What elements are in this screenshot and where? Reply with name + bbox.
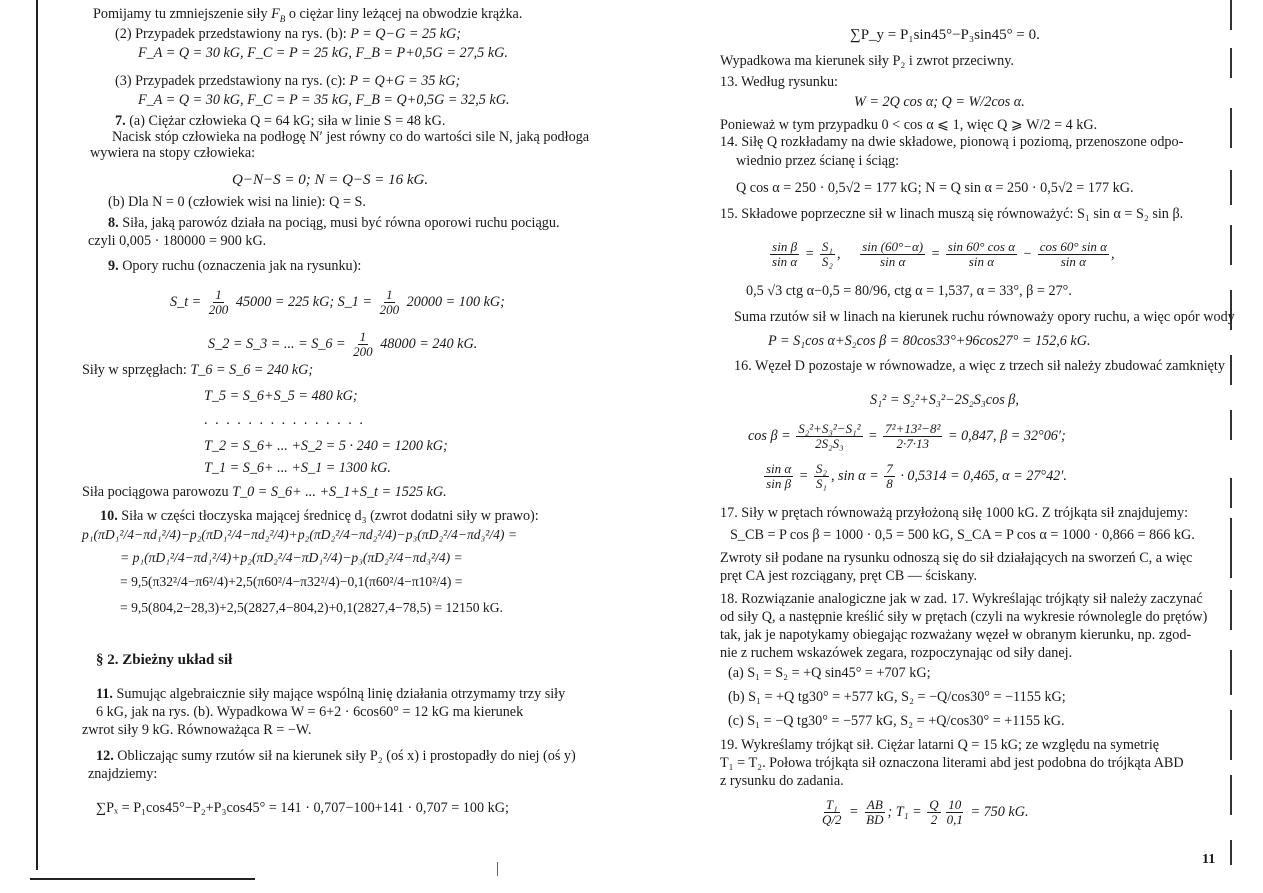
text-line: (3) Przypadek przedstawiony na rys. (c): P = Q+G = 35 kG;: [115, 73, 461, 89]
equation-line: ∑Pₓ = P₁cos45°−P₂+P₃cos45° = 141 · 0,707−100+141 · 0,707 = 100 kG;: [96, 800, 509, 816]
equation-line: P = S₁cos α+S₂cos β = 80cos33°+96cos27° = 152,6 kG.: [768, 333, 1091, 349]
text-line: czyli 0,005 · 180000 = 900 kG.: [88, 233, 267, 249]
equation-line: T_2 = S_6+ ... +S_2 = 5 · 240 = 1200 kG;: [204, 438, 448, 454]
text-line: Wypadkowa ma kierunek siły P₂ i zwrot przeciwny.: [720, 53, 1014, 69]
equation-line: S_2 = S_3 = ... = S_6 = $\frac{1}{200}$ 48000 = 240 kG.: [208, 329, 478, 359]
text-line: Suma rzutów sił w linach na kierunek ruchu równoważy opory ruchu, a więc opór wody: [734, 309, 1235, 325]
problem-19: 19. Wykreślamy trójkąt sił. Ciężar latarni Q = 15 kG; ze względu na symetrię: [720, 737, 1160, 753]
equation-line: F_A = Q = 30 kG, F_C = P = 35 kG, F_B = Q+0,5G = 32,5 kG.: [138, 92, 510, 108]
equation-line: $\frac{\text{sin α}}{\text{sin β}}$ = $\frac{\text{S₂}}{\text{S₁}}$ , sin α = $\frac{7}{8}$ · 0,5314 = 0,465, α = 27°42′.: [766, 461, 1067, 491]
problem-11: 11. Sumując algebraicznie siły mające wspólną linię działania otrzymamy trzy siły: [96, 686, 566, 702]
text-line: (b) Dla N = 0 (człowiek wisi na linie): Q = S.: [108, 194, 366, 210]
text-line: 6 kG, jak na rys. (b). Wypadkowa W = 6+2 · 6cos60° = 12 kG ma kierunek: [96, 704, 524, 720]
problem-15: 15. Składowe poprzeczne sił w linach muszą się równoważyć: S₁ sin α = S₂ sin β.: [720, 206, 1184, 222]
problem-13: 13. Według rysunku:: [720, 74, 839, 90]
text-line: Siła pociągowa parowozu T_0 = S_6+ ... +S_1+S_t = 1525 kG.: [82, 484, 447, 500]
section-heading: § 2. Zbieżny układ sił: [96, 652, 233, 668]
text-line: Pomijamy tu zmniejszenie siły $F_B$ o ciężar liny leżącej na obwodzie krążka.: [93, 6, 523, 24]
equation-line: S_CB = P cos β = 1000 · 0,5 = 500 kG, S_CA = P cos α = 1000 · 0,866 = 866 kG.: [730, 527, 1195, 543]
equation-line: = p₁(πD₁²/4−πd₁²/4)+p₂(πD₂²/4−πD₁²/4)−p₃(πD₂²/4−πd₃²/4) =: [120, 550, 463, 565]
text-line: zwrot siły 9 kG. Równoważąca R = −W.: [82, 722, 312, 738]
problem-16: 16. Węzeł D pozostaje w równowadze, a więc z trzech sił należy zbudować zamknięty: [734, 358, 1225, 374]
ellipsis-line: . . . . . . . . . . . . . . .: [204, 412, 365, 428]
problem-14: 14. Siłę Q rozkładamy na dwie składowe, pionową i poziomą, przenoszone odpo-: [720, 134, 1184, 150]
case-c: (c) S₁ = −Q tg30° = −577 kG, S₂ = +Q/cos30° = +1155 kG.: [728, 713, 1065, 729]
text-line: Zwroty sił podane na rysunku odnoszą się do sił działających na sworzeń C, a więc: [720, 550, 1193, 566]
equation-line: $\frac{\text{T₁}}{Q/2}$ = $\frac{AB}{BD}$ ; T₁ = $\frac{Q}{2}$ $\frac{10}{0,1}$ = 750 kG.: [822, 797, 1029, 827]
problem-8: 8. Siła, jaką parowóz działa na pociąg, musi być równa oporowi ruchu pociągu.: [108, 215, 560, 231]
equation-line: ∑P_y = P₁sin45°−P₃sin45° = 0.: [850, 27, 1040, 43]
equation-line: Q−N−S = 0; N = Q−S = 16 kG.: [232, 172, 429, 188]
equation-line: S_t = $\frac{1}{200}$ 45000 = 225 kG; S_1 = $\frac{1}{200}$ 20000 = 100 kG;: [170, 287, 505, 317]
equation-line: = 9,5(π32²/4−π6²/4)+2,5(π60²/4−π32²/4)−0,1(π60²/4−π10²/4) =: [120, 574, 463, 589]
text-line: znajdziemy:: [88, 766, 158, 782]
equation-line: W = 2Q cos α; Q = W/2cos α.: [854, 94, 1025, 110]
text-line: nie z ruchem wskazówek zegara, rozpoczynając od siły danej.: [720, 645, 1073, 661]
text-line: wiednio przez ścianę i ściąg:: [736, 153, 900, 169]
equation-line: F_A = Q = 30 kG, F_C = P = 25 kG, F_B = P+0,5G = 27,5 kG.: [138, 45, 508, 61]
case-a: (a) S₁ = S₂ = +Q sin45° = +707 kG;: [728, 665, 931, 681]
case-b: (b) S₁ = +Q tg30° = +577 kG, S₂ = −Q/cos30° = −1155 kG;: [728, 689, 1066, 705]
equation-line: = 9,5(804,2−28,3)+2,5(2827,4−804,2)+0,1(2827,4−78,5) = 12150 kG.: [120, 600, 503, 615]
equation-line: cos β = $\frac{\text{S₂²+S₃²−S₁²}}{\text{2S₂S₃}}$ = $\frac{\text{7²+13²−8²}}{2\cdot 7\cdot 13}$ = 0,847, β = 32°06′;: [748, 421, 1066, 451]
equation-line: Q cos α = 250 · 0,5√2 = 177 kG; N = Q sin α = 250 · 0,5√2 = 177 kG.: [736, 180, 1134, 196]
problem-12: 12. Obliczając sumy rzutów sił na kierunek siły P₂ (oś x) i prostopadły do niej (oś y): [96, 748, 576, 764]
text-line: od siły Q, a następnie kreślić siły w prętach (czyli na wykresie równolegle do prętów): [720, 609, 1208, 625]
equation-line: 0,5 √3 ctg α−0,5 = 80/96, ctg α = 1,537, α = 33°, β = 27°.: [746, 283, 1072, 299]
problem-18: 18. Rozwiązanie analogiczne jak w zad. 17. Wykreślając trójkąty sił należy zaczynać: [720, 591, 1203, 607]
page-number: 11: [1202, 852, 1216, 867]
equation-line: p₁(πD₁²/4−πd₁²/4)−p₂(πD₁²/4−πd₂²/4)+p₂(πD₂²/4−πd₂²/4)−p₃(πD₂²/4−πd₃²/4) =: [82, 527, 518, 542]
text-line: Nacisk stóp człowieka na podłogę N′ jest równy co do wartości sile N, jaką podłoga: [112, 129, 590, 145]
text-line: pręt CA jest rozciągany, pręt CB — ściskany.: [720, 568, 978, 584]
equation-line: $\frac{\text{sin β}}{\text{sin α}}$ = $\frac{\text{S₁}}{\text{S₂}}$ , $\frac{\sin (60^\circ-\alpha)}{\text{sin α}}$ = $\frac{\text{sin 60° cos α}}{\text{sin α}}$ − $\frac{\text{cos 60° sin α}}{\text{sin α}}$ ,: [772, 239, 1115, 269]
text-line: z rysunku do zadania.: [720, 773, 844, 789]
text-line: Ponieważ w tym przypadku 0 < cos α ⩽ 1, więc Q ⩾ W/2 = 4 kG.: [720, 117, 1098, 133]
text-line: Siły w sprzęgłach: T_6 = S_6 = 240 kG;: [82, 362, 314, 378]
problem-17: 17. Siły w prętach równoważą przyłożoną siłę 1000 kG. Z trójkąta sił znajdujemy:: [720, 505, 1189, 521]
equation-line: S₁² = S₂²+S₃²−2S₂S₃cos β,: [870, 392, 1019, 408]
text-line: (2) Przypadek przedstawiony na rys. (b): P = Q−G = 25 kG;: [115, 26, 462, 42]
right-page: [700, 0, 1240, 893]
text-line: wywiera na stopy człowieka:: [90, 145, 256, 161]
problem-10: 10. Siła w części tłoczyska mającej średnicę d₃ (zwrot dodatni siły w prawo):: [100, 508, 539, 524]
problem-9: 9. Opory ruchu (oznaczenia jak na rysunku):: [108, 258, 362, 274]
equation-line: T_5 = S_6+S_5 = 480 kG;: [204, 388, 358, 404]
text-line: T₁ = T₂. Połowa trójkąta sił oznaczona literami abd jest podobna do trójkąta ABD: [720, 755, 1184, 771]
equation-line: T_1 = S_6+ ... +S_1 = 1300 kG.: [204, 460, 391, 476]
problem-7: 7. (a) Ciężar człowieka Q = 64 kG; siła w linie S = 48 kG.: [115, 113, 446, 129]
text-line: tak, jak je napotykamy obiegając rozważany węzeł w obranym kierunku, np. zgod-: [720, 627, 1192, 643]
